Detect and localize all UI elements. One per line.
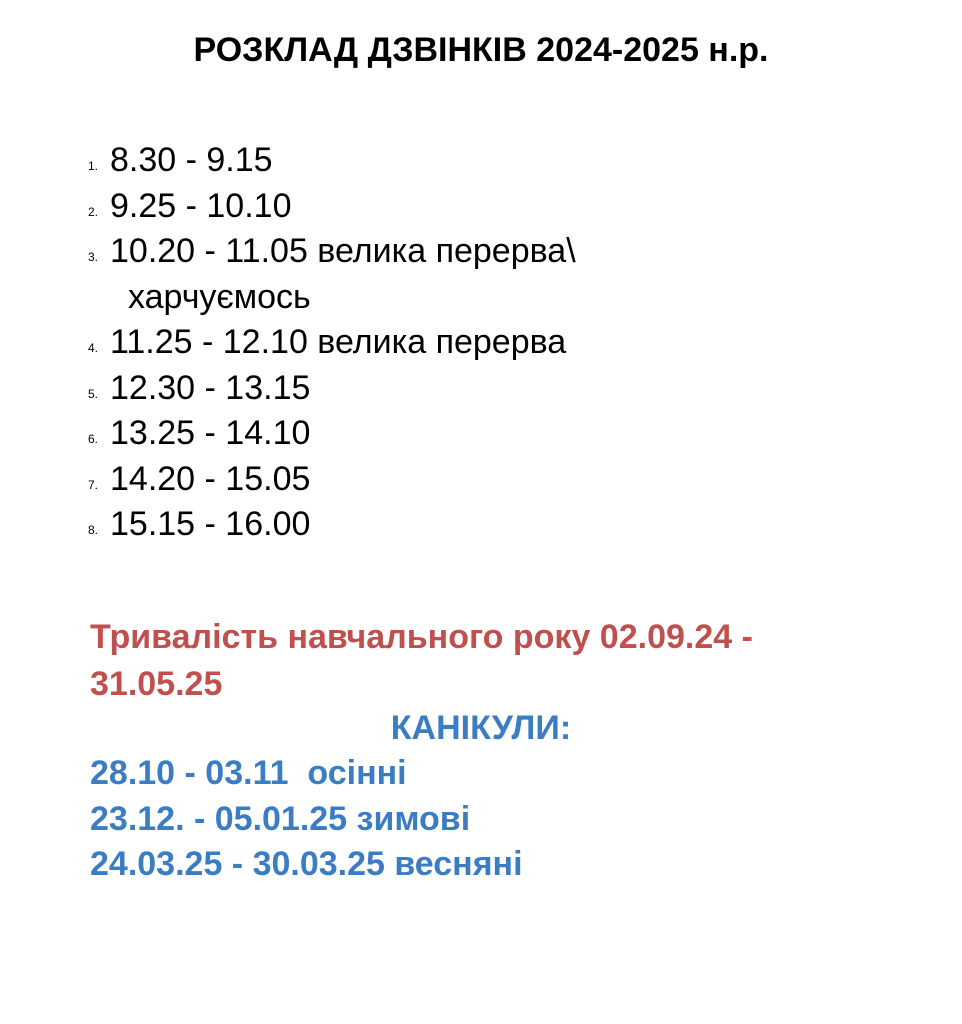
schedule-item-number: 4.: [88, 341, 99, 355]
schedule-item: [88, 320, 928, 366]
school-year-duration-line: 31.05.25: [90, 665, 223, 703]
schedule-item-time: 9.25 - 10.10: [110, 186, 292, 225]
schedule-item-number: 1.: [88, 159, 99, 173]
holidays-list: [90, 751, 890, 888]
holiday-item: 28.10 - 03.11 осінні: [90, 754, 407, 792]
bell-schedule-list: [88, 138, 928, 548]
schedule-item-time: 10.20 - 11.05 велика перерва\: [110, 232, 576, 270]
schedule-item: [88, 229, 928, 320]
page-title: РОЗКЛАД ДЗВІНКІВ 2024-2025 н.р.: [193, 31, 769, 69]
schedule-item-number: 2.: [88, 204, 99, 219]
schedule-item-number: 6.: [88, 432, 99, 446]
school-year-duration: [90, 614, 890, 708]
schedule-item-time: 11.25 - 12.10 велика перерва: [110, 323, 567, 361]
schedule-item-number: 8.: [88, 523, 99, 537]
schedule-item-number: 5.: [88, 386, 99, 401]
school-year-duration-line: Тривалість навчального року 02.09.24 -: [90, 618, 753, 656]
schedule-item-number: 7.: [88, 477, 99, 492]
schedule-item-time: 8.30 - 9.15: [110, 141, 273, 179]
schedule-item: [88, 184, 928, 230]
schedule-item-time: 12.30 - 13.15: [110, 368, 311, 407]
schedule-item: [88, 366, 928, 412]
holiday-item: 24.03.25 - 30.03.25 весняні: [90, 845, 523, 883]
schedule-item: [88, 411, 928, 457]
schedule-item-time: 15.15 - 16.00: [110, 505, 311, 543]
schedule-item-time: 14.20 - 15.05: [110, 459, 311, 498]
schedule-item-number: 3.: [88, 250, 99, 264]
schedule-item: [88, 138, 928, 184]
schedule-item: [88, 457, 928, 503]
holidays-heading: КАНІКУЛИ:: [390, 709, 572, 747]
schedule-item: [88, 502, 928, 548]
schedule-item-time: 13.25 - 14.10: [110, 414, 311, 452]
schedule-item-note: харчуємось: [128, 277, 311, 316]
holiday-item: 23.12. - 05.01.25 зимові: [90, 799, 471, 838]
